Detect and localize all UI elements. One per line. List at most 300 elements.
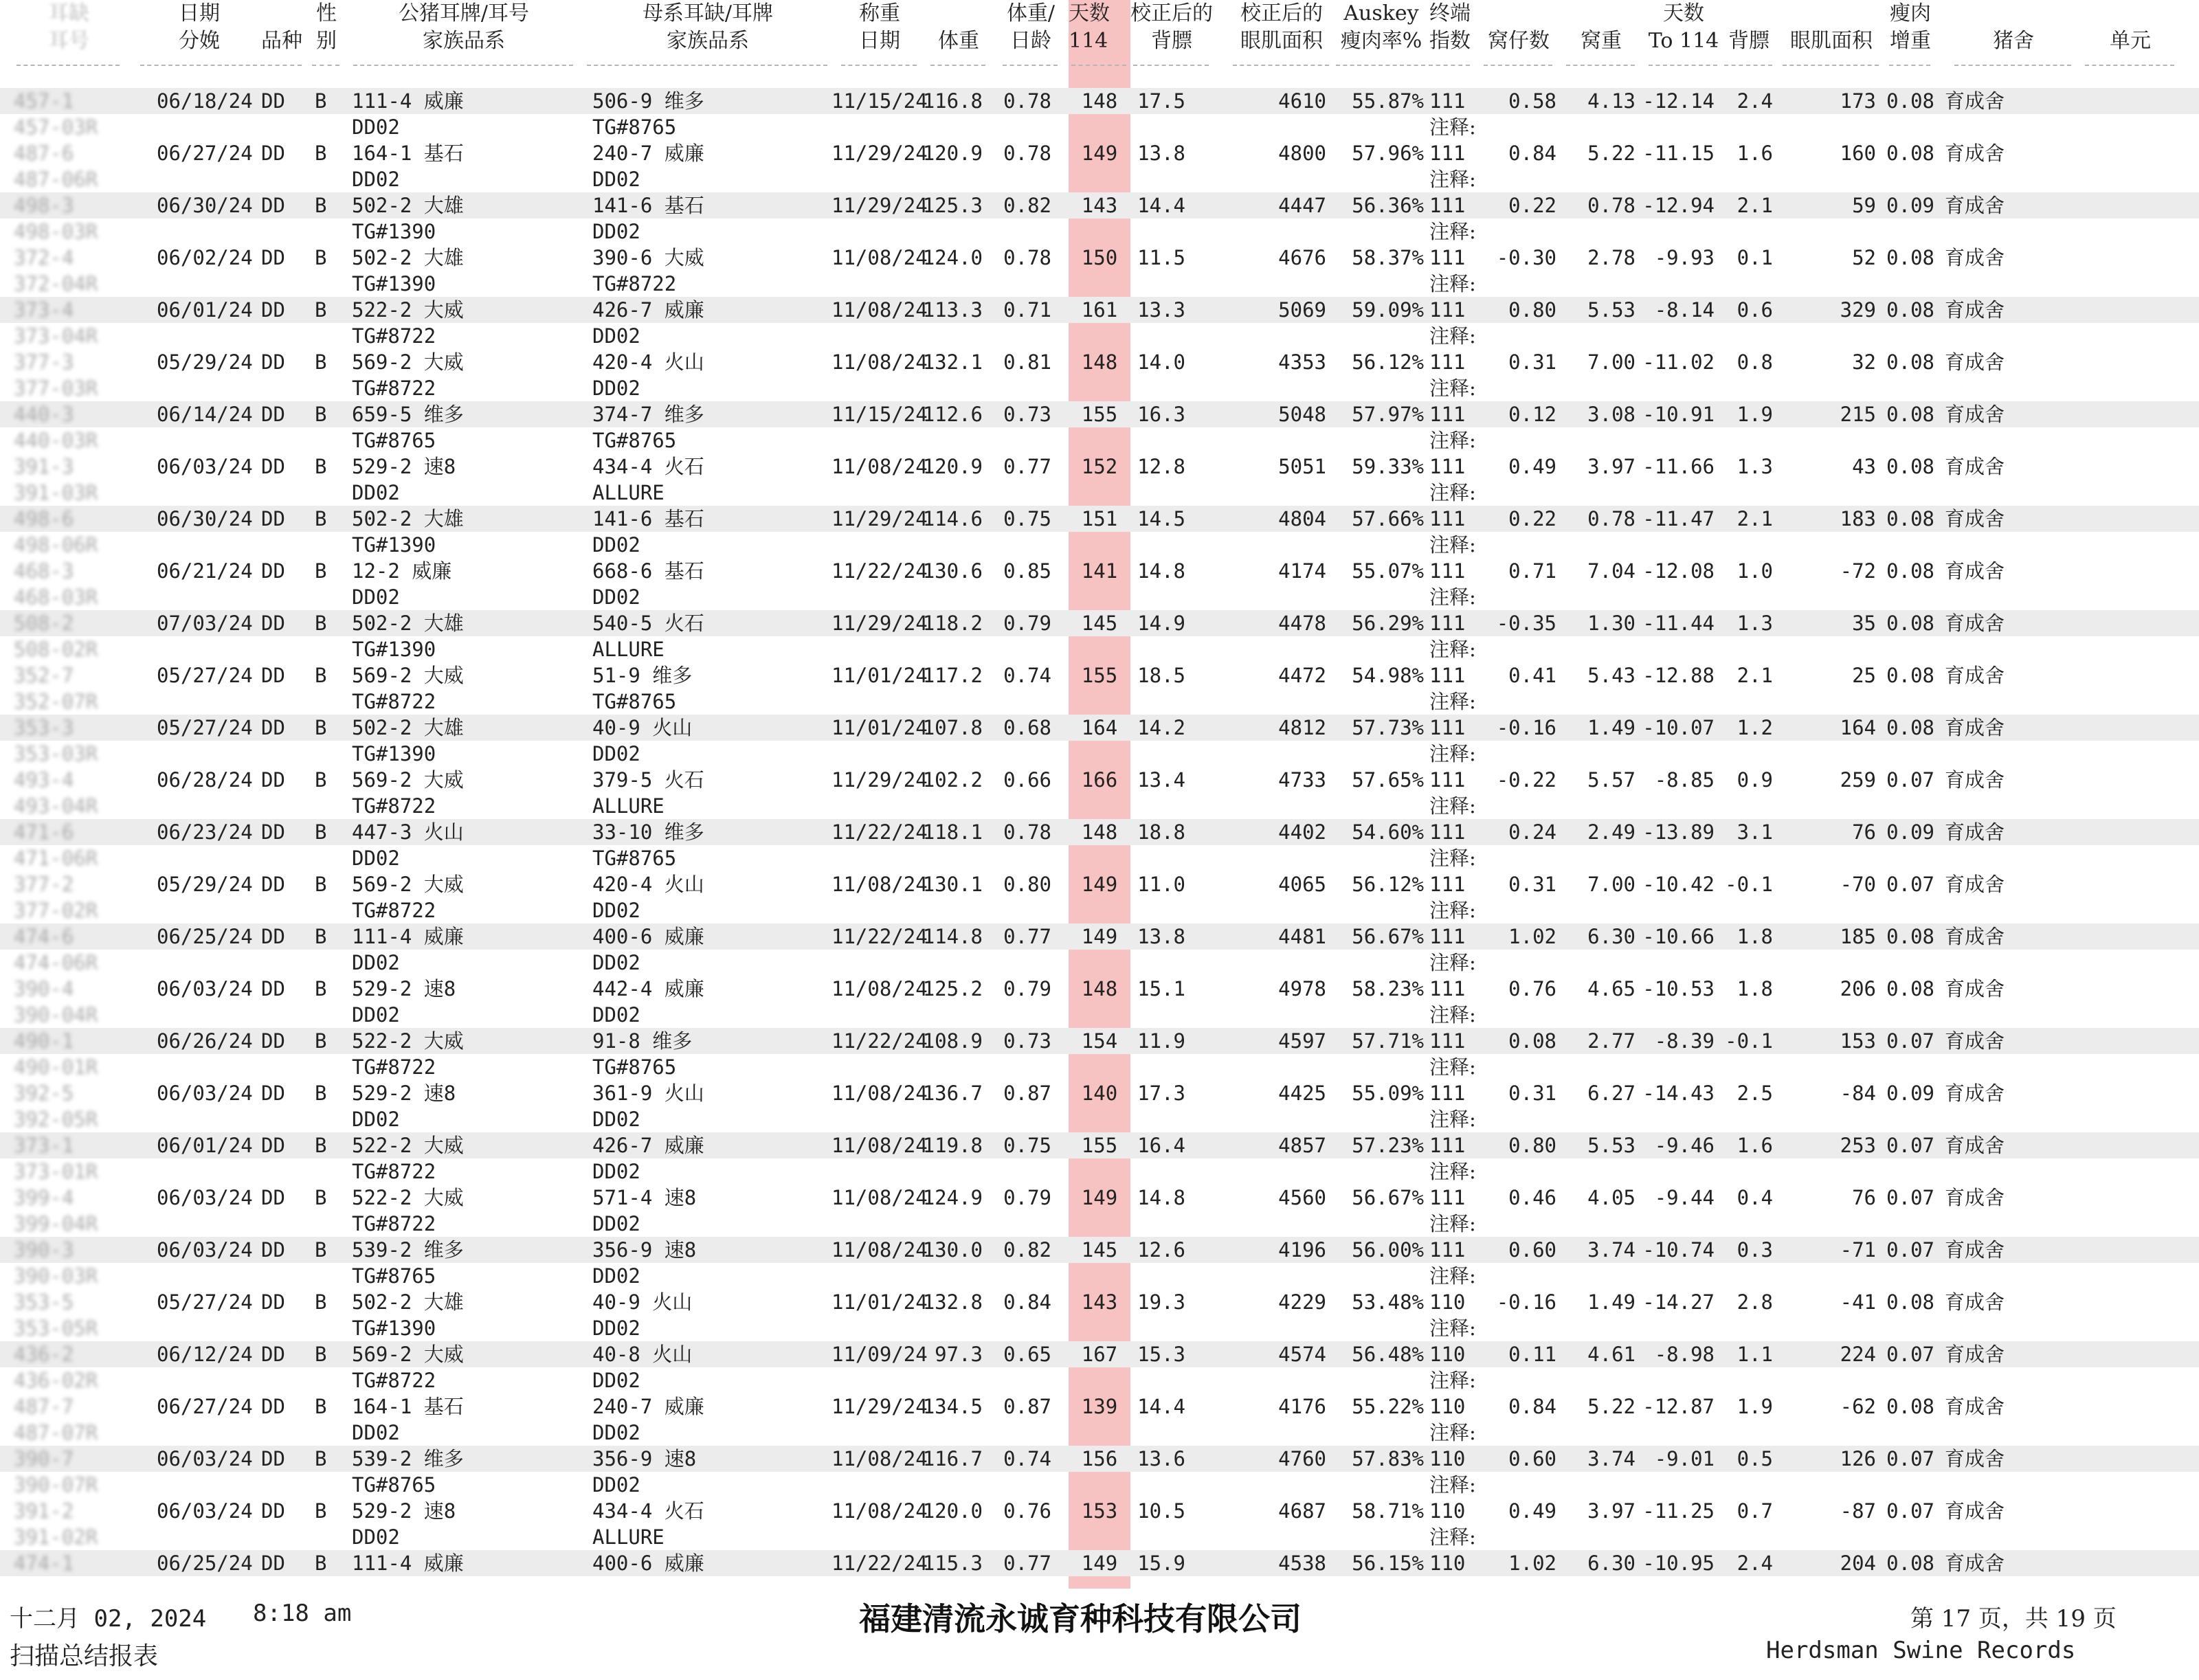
cell-sire: 502-2 大雄 (352, 612, 464, 635)
cell-lw: 5.53 (1587, 1134, 1636, 1157)
header-breed-line (258, 0, 306, 27)
cell-adg: 0.87 (1003, 1082, 1051, 1105)
cell-idx: 注释: (1429, 1473, 1476, 1497)
cell-lw: 3.74 (1587, 1238, 1636, 1262)
header-sex (309, 0, 344, 55)
cell-date: 05/27/24 (157, 664, 253, 687)
cell-le2: 329 (1840, 298, 1876, 322)
cell-dam: 356-9 速8 (592, 1447, 697, 1470)
cell-sire: 502-2 大雄 (352, 716, 464, 739)
cell-sex: B (315, 350, 327, 374)
cell-barn: 育成舍 (1945, 89, 2005, 113)
cell-lw: 5.57 (1587, 768, 1636, 792)
cell-sire: TG#1390 (352, 742, 436, 765)
cell-tag: 474-6 (14, 925, 74, 948)
cell-gain: 0.08 (1886, 716, 1934, 739)
cell-le: 4196 (1278, 1238, 1326, 1262)
cell-lean: 57.66% (1352, 507, 1424, 530)
cell-lw: 6.30 (1587, 1552, 1636, 1575)
header-dto-line: 天数 (1663, 1, 1704, 25)
cell-le2: 164 (1840, 716, 1876, 739)
cell-le2: 259 (1840, 768, 1876, 792)
cell-dam: TG#8765 (592, 1055, 677, 1079)
cell-dam: DD02 (592, 742, 640, 765)
cell-le: 4760 (1278, 1447, 1326, 1470)
header-weight-line: 体重 (938, 29, 979, 53)
cell-sex: B (315, 1029, 327, 1053)
cell-lw: 7.04 (1587, 559, 1636, 583)
cell-le: 4472 (1278, 664, 1326, 687)
header-date (137, 0, 261, 55)
cell-sire: TG#8722 (352, 377, 436, 400)
cell-idx: 111 (1429, 403, 1466, 426)
cell-breed: DD (261, 246, 285, 269)
header-sire (350, 0, 577, 55)
cell-dto: -10.95 (1642, 1552, 1715, 1575)
cell-bf2: 1.2 (1737, 716, 1773, 739)
cell-lean: 57.96% (1352, 142, 1424, 165)
cell-breed: DD (261, 298, 285, 322)
table-row (0, 1498, 2199, 1550)
header-breed-line: 品种 (261, 29, 302, 53)
cell-dam: DD02 (592, 1108, 640, 1131)
table-row (0, 662, 2199, 715)
cell-le: 4447 (1278, 194, 1326, 217)
cell-bf: 19.3 (1137, 1290, 1185, 1314)
cell-dto: -11.02 (1642, 350, 1715, 374)
cell-bf: 14.4 (1137, 194, 1185, 217)
cell-breed: DD (261, 1238, 285, 1262)
cell-le: 4687 (1278, 1499, 1326, 1523)
cell-bf: 16.4 (1137, 1134, 1185, 1157)
cell-wdate: 11/01/24 (831, 664, 928, 687)
cell-tag: 353-5 (14, 1290, 74, 1314)
cell-adg: 0.78 (1003, 246, 1051, 269)
header-underline (1003, 65, 1058, 66)
cell-dto: -10.42 (1642, 873, 1715, 896)
cell-tag: 471-06R (14, 847, 98, 870)
cell-gain: 0.07 (1886, 1134, 1934, 1157)
cell-breed: DD (261, 559, 285, 583)
table-row (0, 401, 2199, 453)
cell-lw: 4.61 (1587, 1343, 1636, 1366)
cell-le: 4610 (1278, 89, 1326, 113)
cell-sire: 522-2 大威 (352, 1186, 464, 1209)
cell-gain: 0.08 (1886, 89, 1934, 113)
cell-dam: DD02 (592, 1212, 640, 1235)
cell-gain: 0.07 (1886, 1238, 1934, 1262)
cell-bf: 17.5 (1137, 89, 1185, 113)
cell-le: 4676 (1278, 246, 1326, 269)
cell-barn: 育成舍 (1945, 873, 2005, 896)
cell-sire: DD02 (352, 115, 400, 139)
header-underline (140, 65, 257, 66)
cell-adg: 0.78 (1003, 142, 1051, 165)
cell-lean: 55.87% (1352, 89, 1424, 113)
header-idx-line: 指数 (1429, 29, 1471, 53)
cell-dto: -9.44 (1654, 1186, 1715, 1209)
cell-dam: ALLURE (592, 794, 665, 818)
header-days (1069, 0, 1130, 55)
cell-days: 148 (1081, 350, 1118, 374)
header-underline (1724, 65, 1772, 66)
cell-days: 153 (1081, 1499, 1118, 1523)
cell-breed: DD (261, 612, 285, 635)
header-adg (1000, 0, 1062, 55)
cell-dam: 51-9 维多 (592, 664, 693, 687)
cell-lean: 55.09% (1352, 1082, 1424, 1105)
cell-date: 06/03/24 (157, 455, 253, 478)
cell-tag: 391-2 (14, 1499, 74, 1523)
cell-tag: 487-6 (14, 142, 74, 165)
header-wdate-line: 称重 (859, 1, 900, 25)
cell-le2: 224 (1840, 1343, 1876, 1366)
cell-idx: 注释: (1429, 1264, 1476, 1288)
cell-le: 4353 (1278, 350, 1326, 374)
cell-tag: 377-03R (14, 377, 98, 400)
header-underline (16, 65, 120, 66)
cell-gain: 0.07 (1886, 1029, 1934, 1053)
cell-tag: 490-01R (14, 1055, 98, 1079)
cell-tag: 440-3 (14, 403, 74, 426)
cell-barn: 育成舍 (1945, 768, 2005, 792)
cell-idx: 注释: (1429, 168, 1476, 191)
cell-lw: 4.05 (1587, 1186, 1636, 1209)
cell-le2: 59 (1852, 194, 1876, 217)
cell-barn: 育成舍 (1945, 1499, 2005, 1523)
cell-dto: -8.98 (1654, 1343, 1715, 1366)
cell-bf2: 0.1 (1737, 246, 1773, 269)
header-underline (2085, 65, 2174, 66)
cell-bf2: 1.3 (1737, 455, 1773, 478)
cell-tag: 352-07R (14, 690, 98, 713)
cell-tag: 487-7 (14, 1395, 74, 1418)
cell-gain: 0.08 (1886, 925, 1934, 948)
cell-date: 05/29/24 (157, 350, 253, 374)
cell-le: 4574 (1278, 1343, 1326, 1366)
header-barn-line: 猪舍 (1993, 29, 2034, 53)
report-footer (0, 1594, 2199, 1680)
cell-sex: B (315, 1395, 327, 1418)
table-row (0, 1132, 2199, 1185)
cell-gain: 0.08 (1886, 612, 1934, 635)
header-dam-line: 母系耳缺/耳牌 (642, 1, 774, 25)
cell-dam: DD02 (592, 951, 640, 974)
cell-wdate: 11/29/24 (831, 1395, 928, 1418)
cell-sire: 529-2 速8 (352, 455, 456, 478)
cell-tag: 377-3 (14, 350, 74, 374)
cell-sire: 529-2 速8 (352, 977, 456, 1000)
cell-lean: 56.36% (1352, 194, 1424, 217)
footer-time: 8:18 am (253, 1600, 352, 1627)
cell-le2: 173 (1840, 89, 1876, 113)
cell-gain: 0.08 (1886, 559, 1934, 583)
cell-tag: 373-04R (14, 324, 98, 348)
cell-bf2: 0.5 (1737, 1447, 1773, 1470)
cell-breed: DD (261, 89, 285, 113)
cell-gain: 0.09 (1886, 820, 1934, 844)
cell-days: 143 (1081, 1290, 1118, 1314)
cell-weight: 107.8 (922, 716, 983, 739)
header-days-line: 114 (1069, 29, 1108, 53)
cell-barn: 育成舍 (1945, 350, 2005, 374)
cell-sex: B (315, 246, 327, 269)
cell-sire: TG#1390 (352, 1317, 436, 1340)
cell-sex: B (315, 612, 327, 635)
cell-dto: -10.74 (1642, 1238, 1715, 1262)
cell-sire: 569-2 大威 (352, 768, 464, 792)
cell-bf2: 0.7 (1737, 1499, 1773, 1523)
cell-idx: 110 (1429, 1447, 1466, 1470)
cell-dto: -11.47 (1642, 507, 1715, 530)
cell-le: 4174 (1278, 559, 1326, 583)
cell-date: 06/23/24 (157, 820, 253, 844)
cell-dto: -12.87 (1642, 1395, 1715, 1418)
cell-breed: DD (261, 142, 285, 165)
cell-dto: -8.85 (1654, 768, 1715, 792)
cell-gain: 0.08 (1886, 1290, 1934, 1314)
cell-bf2: 0.6 (1737, 298, 1773, 322)
cell-dam: 442-4 威廉 (592, 977, 704, 1000)
cell-sire: DD02 (352, 951, 400, 974)
cell-days: 145 (1081, 612, 1118, 635)
cell-weight: 130.6 (922, 559, 983, 583)
cell-breed: DD (261, 873, 285, 896)
cell-adg: 0.77 (1003, 455, 1051, 478)
cell-sire: 447-3 火山 (352, 820, 464, 844)
cell-days: 155 (1081, 1134, 1118, 1157)
cell-bf: 11.0 (1137, 873, 1185, 896)
cell-le2: 76 (1852, 1186, 1876, 1209)
cell-weight: 114.8 (922, 925, 983, 948)
cell-bf: 11.9 (1137, 1029, 1185, 1053)
cell-bf: 13.4 (1137, 768, 1185, 792)
header-underline (1133, 65, 1209, 66)
cell-dam: 420-4 火山 (592, 350, 704, 374)
cell-dam: DD02 (592, 1003, 640, 1027)
cell-days: 156 (1081, 1447, 1118, 1470)
cell-tag: 392-5 (14, 1082, 74, 1105)
cell-idx: 注释: (1429, 1108, 1476, 1131)
cell-gain: 0.08 (1886, 507, 1934, 530)
cell-breed: DD (261, 1395, 285, 1418)
cell-bf2: 2.1 (1737, 507, 1773, 530)
cell-tag: 392-05R (14, 1108, 98, 1131)
cell-idx: 注释: (1429, 481, 1476, 504)
cell-dam: DD02 (592, 1369, 640, 1392)
cell-dto: -9.01 (1654, 1447, 1715, 1470)
cell-le2: -71 (1840, 1238, 1876, 1262)
cell-litter: 0.49 (1508, 1499, 1556, 1523)
cell-weight: 130.1 (922, 873, 983, 896)
cell-lean: 57.65% (1352, 768, 1424, 792)
cell-sex: B (315, 1290, 327, 1314)
header-underline (312, 65, 339, 66)
cell-bf2: 2.4 (1737, 89, 1773, 113)
cell-adg: 0.74 (1003, 664, 1051, 687)
header-lean-line: 瘦肉率% (1340, 29, 1422, 53)
cell-sire: 502-2 大雄 (352, 1290, 464, 1314)
table-row (0, 715, 2199, 767)
cell-date: 06/25/24 (157, 1552, 253, 1575)
cell-date: 06/14/24 (157, 403, 253, 426)
cell-sex: B (315, 1552, 327, 1575)
cell-dam: DD02 (592, 168, 640, 191)
cell-sex: B (315, 298, 327, 322)
cell-days: 140 (1081, 1082, 1118, 1105)
cell-sire: DD02 (352, 168, 400, 191)
cell-dam: DD02 (592, 324, 640, 348)
cell-lw: 0.78 (1587, 507, 1636, 530)
cell-bf2: 0.9 (1737, 768, 1773, 792)
cell-dam: 141-6 基石 (592, 194, 704, 217)
cell-lean: 55.22% (1352, 1395, 1424, 1418)
cell-bf: 14.0 (1137, 350, 1185, 374)
cell-sire: TG#8765 (352, 429, 436, 452)
cell-dam: 400-6 威廉 (592, 1552, 704, 1575)
cell-breed: DD (261, 768, 285, 792)
cell-lw: 5.22 (1587, 142, 1636, 165)
cell-sire: 164-1 基石 (352, 142, 464, 165)
cell-litter: 0.60 (1508, 1238, 1556, 1262)
cell-tag: 498-06R (14, 533, 98, 557)
cell-weight: 132.1 (922, 350, 983, 374)
cell-date: 06/02/24 (157, 246, 253, 269)
cell-weight: 113.3 (922, 298, 983, 322)
cell-weight: 136.7 (922, 1082, 983, 1105)
cell-adg: 0.81 (1003, 350, 1051, 374)
cell-days: 148 (1081, 89, 1118, 113)
cell-date: 05/29/24 (157, 873, 253, 896)
cell-sire: DD02 (352, 481, 400, 504)
cell-tag: 353-03R (14, 742, 98, 765)
cell-le2: -87 (1840, 1499, 1876, 1523)
cell-days: 151 (1081, 507, 1118, 530)
cell-tag: 391-03R (14, 481, 98, 504)
cell-tag: 436-02R (14, 1369, 98, 1392)
header-litter-line (1481, 0, 1556, 27)
cell-lean: 58.23% (1352, 977, 1424, 1000)
cell-tag: 390-04R (14, 1003, 98, 1027)
cell-barn: 育成舍 (1945, 246, 2005, 269)
cell-lean: 57.71% (1352, 1029, 1424, 1053)
cell-days: 149 (1081, 1552, 1118, 1575)
cell-date: 06/03/24 (157, 1082, 253, 1105)
cell-le2: 153 (1840, 1029, 1876, 1053)
cell-weight: 130.0 (922, 1238, 983, 1262)
cell-tag: 390-7 (14, 1447, 74, 1470)
cell-litter: -0.16 (1496, 1290, 1556, 1314)
header-le2-line: 眼肌面积 (1790, 29, 1873, 53)
cell-dam: 426-7 威廉 (592, 1134, 704, 1157)
cell-lean: 59.09% (1352, 298, 1424, 322)
cell-days: 148 (1081, 977, 1118, 1000)
cell-wdate: 11/22/24 (831, 559, 928, 583)
cell-lw: 3.74 (1587, 1447, 1636, 1470)
cell-le2: -72 (1840, 559, 1876, 583)
table-row (0, 1080, 2199, 1132)
cell-dam: DD02 (592, 1264, 640, 1288)
cell-adg: 0.82 (1003, 1238, 1051, 1262)
cell-tag: 391-3 (14, 455, 74, 478)
cell-wdate: 11/22/24 (831, 1552, 928, 1575)
table-row (0, 453, 2199, 506)
cell-dam: 540-5 火石 (592, 612, 704, 635)
header-sex-line: 别 (316, 29, 337, 53)
cell-sire: TG#1390 (352, 533, 436, 557)
cell-lean: 56.48% (1352, 1343, 1424, 1366)
cell-le: 4481 (1278, 925, 1326, 948)
cell-sire: 522-2 大威 (352, 1134, 464, 1157)
cell-barn: 育成舍 (1945, 455, 2005, 478)
header-dam-line: 家族品系 (667, 29, 749, 53)
cell-tag: 457-03R (14, 115, 98, 139)
cell-idx: 110 (1429, 1395, 1466, 1418)
cell-date: 06/01/24 (157, 298, 253, 322)
cell-gain: 0.08 (1886, 142, 1934, 165)
cell-idx: 111 (1429, 1238, 1466, 1262)
cell-lean: 56.12% (1352, 873, 1424, 896)
cell-weight: 120.0 (922, 1499, 983, 1523)
cell-tag: 391-02R (14, 1525, 98, 1549)
cell-dam: 40-8 火山 (592, 1343, 693, 1366)
cell-tag: 471-6 (14, 820, 74, 844)
cell-idx: 111 (1429, 925, 1466, 948)
cell-weight: 116.8 (922, 89, 983, 113)
cell-wdate: 11/29/24 (831, 142, 928, 165)
header-adg-line: 体重/ (1006, 1, 1056, 25)
cell-breed: DD (261, 977, 285, 1000)
header-le2-line (1780, 0, 1883, 27)
cell-date: 06/01/24 (157, 1134, 253, 1157)
cell-breed: DD (261, 1082, 285, 1105)
cell-sex: B (315, 507, 327, 530)
cell-lw: 4.65 (1587, 977, 1636, 1000)
cell-weight: 125.3 (922, 194, 983, 217)
cell-le2: 35 (1852, 612, 1876, 635)
cell-barn: 育成舍 (1945, 925, 2005, 948)
header-tag (14, 0, 124, 55)
header-date-line: 日期 (179, 1, 220, 25)
cell-days: 167 (1081, 1343, 1118, 1366)
cell-litter: 0.58 (1508, 89, 1556, 113)
cell-dto: -10.53 (1642, 977, 1715, 1000)
cell-lw: 1.30 (1587, 612, 1636, 635)
cell-tag: 372-4 (14, 246, 74, 269)
cell-idx: 111 (1429, 716, 1466, 739)
cell-barn: 育成舍 (1945, 1082, 2005, 1105)
cell-bf2: 1.6 (1737, 142, 1773, 165)
header-underline (353, 65, 573, 66)
cell-dam: DD02 (592, 533, 640, 557)
cell-litter: 0.31 (1508, 873, 1556, 896)
table-row (0, 1185, 2199, 1237)
cell-lean: 57.73% (1352, 716, 1424, 739)
header-wdate-line: 日期 (859, 29, 900, 53)
cell-idx: 111 (1429, 507, 1466, 530)
cell-date: 06/27/24 (157, 142, 253, 165)
cell-date: 06/30/24 (157, 507, 253, 530)
cell-bf2: 0.4 (1737, 1186, 1773, 1209)
cell-sire: 522-2 大威 (352, 1029, 464, 1053)
cell-sex: B (315, 716, 327, 739)
cell-barn: 育成舍 (1945, 1552, 2005, 1575)
cell-adg: 0.79 (1003, 977, 1051, 1000)
cell-idx: 110 (1429, 1499, 1466, 1523)
cell-lw: 7.00 (1587, 350, 1636, 374)
cell-bf: 16.3 (1137, 403, 1185, 426)
cell-dam: 426-7 威廉 (592, 298, 704, 322)
